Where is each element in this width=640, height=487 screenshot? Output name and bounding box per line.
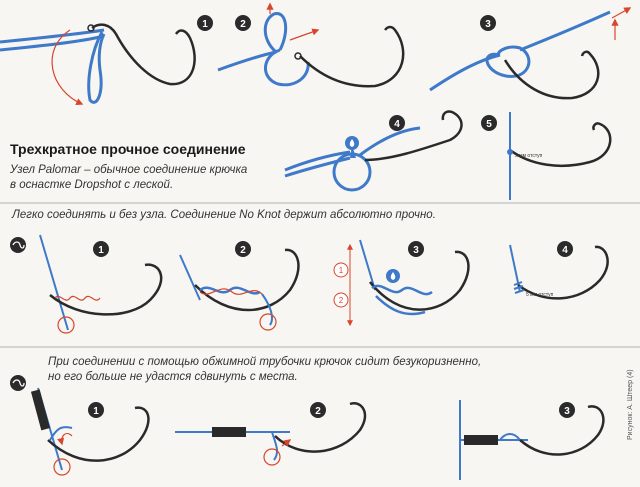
svg-text:3: 3 xyxy=(564,406,570,417)
noknot-step-1 xyxy=(40,235,161,333)
noknot-step-3 xyxy=(334,240,468,325)
svg-text:1: 1 xyxy=(202,19,208,30)
noknot-step-2 xyxy=(180,241,298,330)
hook-8 xyxy=(370,252,468,310)
palomar-step-5 xyxy=(481,112,610,200)
svg-text:5 мм отступ: 5 мм отступ xyxy=(526,292,554,298)
palomar-step-1 xyxy=(0,15,213,104)
svg-text:2: 2 xyxy=(240,245,246,256)
noknot-step-4 xyxy=(510,241,608,298)
crimp-step-1 xyxy=(31,388,149,475)
palomar-step-3 xyxy=(430,8,630,98)
svg-text:4: 4 xyxy=(562,245,568,256)
hook-2 xyxy=(300,27,403,86)
hook-5 xyxy=(510,123,610,165)
section3-text-line1: При соединении с помощью обжимной трубочки крючок сидит безукоризненно, xyxy=(48,356,482,368)
svg-text:2: 2 xyxy=(338,296,344,305)
svg-text:4: 4 xyxy=(394,119,400,130)
svg-text:1: 1 xyxy=(93,406,99,417)
section2-text: Легко соединять и без узла. Соединение No Knot держит абсолютно прочно. xyxy=(12,209,436,221)
svg-text:5 мм отступ: 5 мм отступ xyxy=(515,153,543,159)
svg-text:1: 1 xyxy=(98,245,104,256)
hook-7 xyxy=(195,250,298,310)
crimp-step-2 xyxy=(175,402,365,465)
section1-subtitle-line2: в оснастке Dropshot с леской. xyxy=(10,179,174,191)
svg-text:3: 3 xyxy=(413,245,419,256)
svg-text:2: 2 xyxy=(240,19,246,30)
section1-title: Трехкратное прочное соединение xyxy=(10,141,246,157)
illustration-credit: Рисунок: А. Штеер (4) xyxy=(627,369,634,440)
crimp-step-3 xyxy=(460,400,603,480)
hook-4 xyxy=(365,111,462,160)
hook-6 xyxy=(50,265,161,315)
palomar-step-4 xyxy=(285,111,462,190)
svg-text:3: 3 xyxy=(485,19,491,30)
hook-1 xyxy=(92,25,195,84)
section2-icon xyxy=(10,237,26,253)
section3-icon xyxy=(10,375,26,391)
section1-subtitle-line1: Узел Palomar – обычное соединение крючка xyxy=(10,164,248,176)
svg-text:1: 1 xyxy=(338,266,344,275)
svg-text:5: 5 xyxy=(486,119,492,130)
section3-text-line2: но его больше не удастся сдвинуть с места. xyxy=(48,371,298,383)
palomar-step-2 xyxy=(218,4,403,86)
svg-text:2: 2 xyxy=(315,406,321,417)
